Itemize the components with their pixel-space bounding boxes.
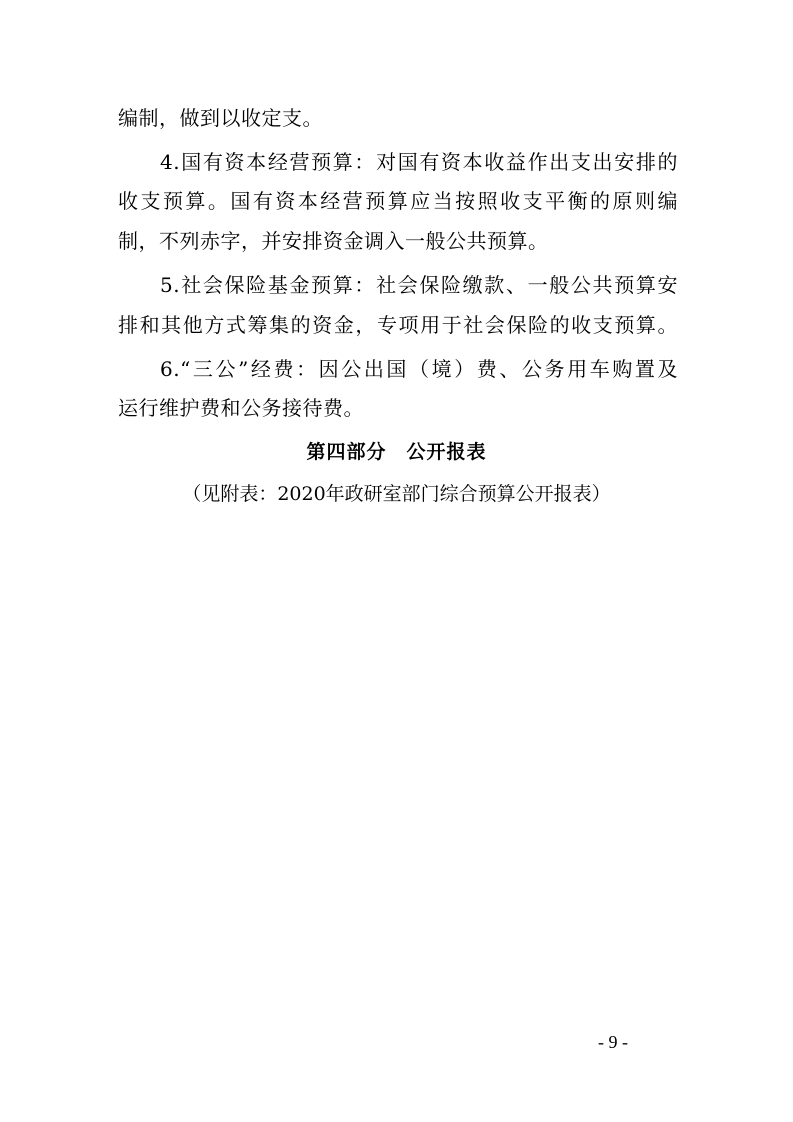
paragraph-line: 5.社会保险基金预算：社会保险缴款、一般公共预算安 xyxy=(160,273,678,297)
paragraph-line: 排和其他方式筹集的资金，专项用于社会保险的收支预算。 xyxy=(118,313,678,337)
paragraph-line: 6.“三公”经费：因公出国（境）费、公务用车购置及 xyxy=(160,357,678,381)
paragraph-line: 运行维护费和公务接待费。 xyxy=(118,396,364,420)
paragraph-line: 4.国有资本经营预算：对国有资本收益作出支出安排的 xyxy=(160,150,678,174)
paragraph-line: 编制，做到以收定支。 xyxy=(118,106,323,130)
paragraph-line: 制，不列赤字，并安排资金调入一般公共预算。 xyxy=(118,229,549,253)
page-number: - 9 - xyxy=(598,1032,628,1052)
section-heading: 第四部分 公开报表 xyxy=(306,441,487,463)
paragraph-line: 收支预算。国有资本经营预算应当按照收支平衡的原则编 xyxy=(118,189,678,213)
attachment-note: （见附表：2020年政研室部门综合预算公开报表） xyxy=(182,483,611,505)
